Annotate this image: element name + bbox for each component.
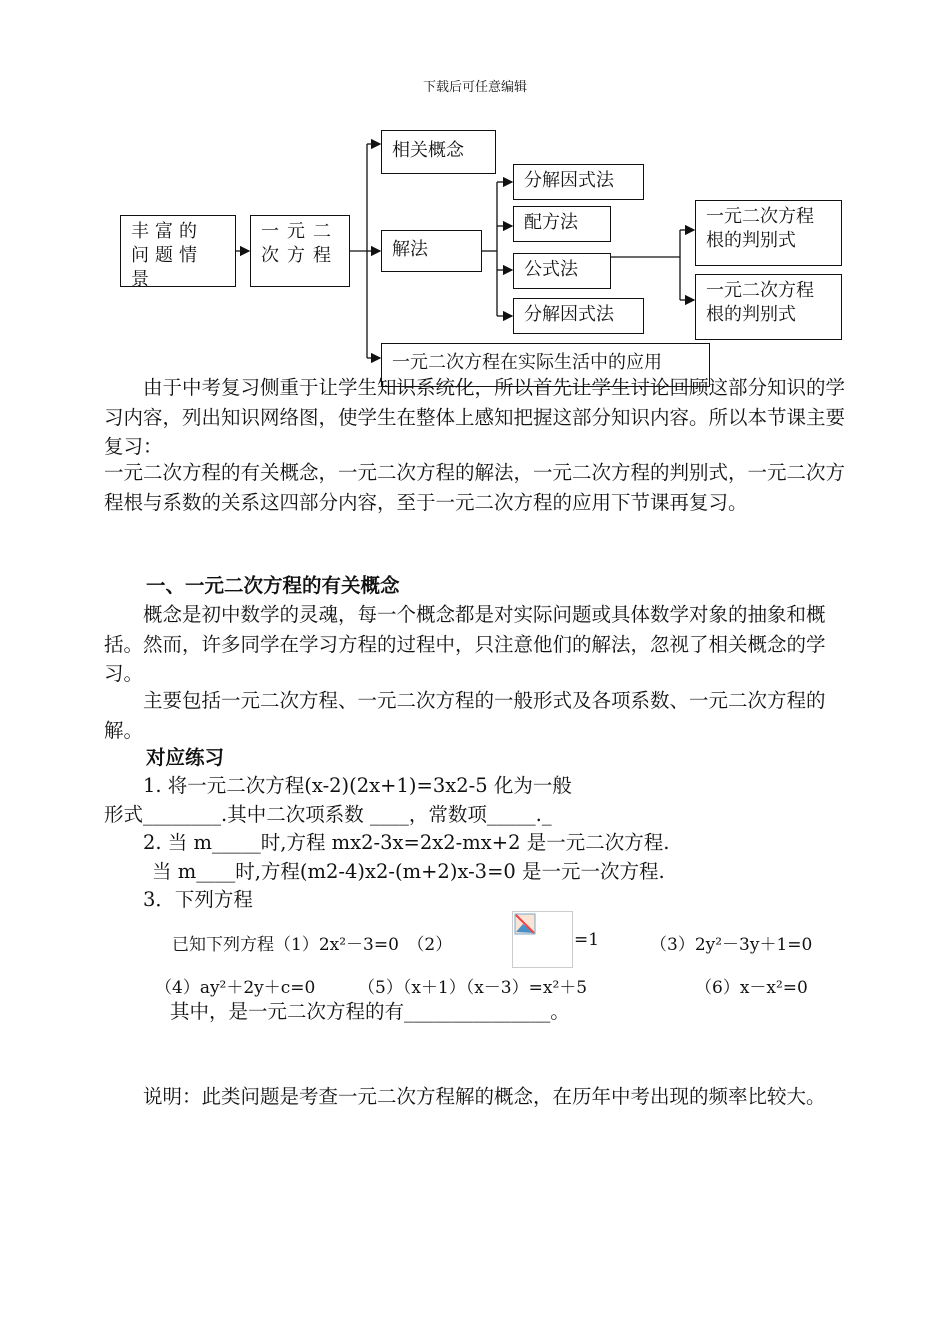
- exercise-3-title: 3．下列方程: [143, 888, 253, 911]
- diagram-method-formula: 公式法: [513, 253, 611, 289]
- exercise-1-line-2: 形式________.其中二次项系数 ____，常数项_____._: [104, 803, 552, 826]
- concept-paragraph: 概念是初中数学的灵魂，每一个概念都是对实际问题或具体数学对象的抽象和概括。然而，许多同学在学习方程的过程中，只注意他们的解法，忽视了相关概念的学习。: [104, 603, 826, 685]
- equation-5: （5）（x＋1）（x－3）=x²＋5: [358, 978, 588, 998]
- diagram-methods: 解法: [381, 230, 482, 272]
- exercise-1-line-1: 1. 将一元二次方程(x-2)(2x+1)=3x2-5 化为一般: [143, 774, 572, 797]
- diagram-method-factor-2: 分解因式法: [513, 298, 644, 334]
- scope-paragraph: 主要包括一元二次方程、一元二次方程的一般形式及各项系数、一元二次方程的解。: [104, 689, 826, 742]
- diagram-method-complete-square: 配方法: [513, 206, 611, 242]
- broken-image-icon: [512, 911, 573, 968]
- diagram-root: 丰富的问题情景: [120, 215, 236, 287]
- equation-4: （4）ay²＋2y＋c=0: [155, 978, 316, 998]
- diagram-topic: 一元二次方程: [250, 215, 350, 287]
- section-title: 一、一元二次方程的有关概念: [146, 574, 400, 597]
- page-header: 下载后可任意编辑: [422, 80, 527, 95]
- diagram-concepts: 相关概念: [381, 130, 496, 174]
- diagram-discriminant-1: 一元二次方程根的判别式: [695, 200, 842, 266]
- diagram-application: 一元二次方程在实际生活中的应用: [381, 343, 710, 387]
- exercise-2-line-2: 当 m____时,方程(m2-4)x2-(m+2)x-3=0 是一元一次方程.: [152, 860, 665, 883]
- equation-3: （3）2y²－3y＋1=0: [650, 935, 813, 955]
- intro-paragraph: 由于中考复习侧重于让学生知识系统化，所以首先让学生讨论回顾这部分知识的学习内容，列出知识网络图，使学生在整体上感知把握这部分知识内容。所以本节课主要复习：: [104, 376, 846, 458]
- exercise-2-line-1: 2. 当 m_____时,方程 mx2-3x=2x2-mx+2 是一元二次方程.: [143, 831, 670, 854]
- diagram-method-factor: 分解因式法: [513, 164, 644, 200]
- equation-2-tail: =1: [574, 930, 600, 950]
- equation-6: （6）x－x²=0: [695, 978, 808, 998]
- diagram-discriminant-2: 一元二次方程根的判别式: [695, 274, 842, 340]
- exercise-3-question: 其中，是一元二次方程的有_______________。: [170, 1000, 570, 1023]
- equations-given: 已知下列方程（1）2x²－3=0 （2）: [172, 935, 453, 955]
- practice-title: 对应练习: [146, 746, 225, 769]
- review-paragraph: 一元二次方程的有关概念，一元二次方程的解法，一元二次方程的判别式，一元二次方程根与系数的关系这四部分内容，至于一元二次方程的应用下节课再复习。: [104, 461, 846, 514]
- note-paragraph: 说明：此类问题是考查一元二次方程解的概念，在历年中考出现的频率比较大。: [143, 1085, 826, 1108]
